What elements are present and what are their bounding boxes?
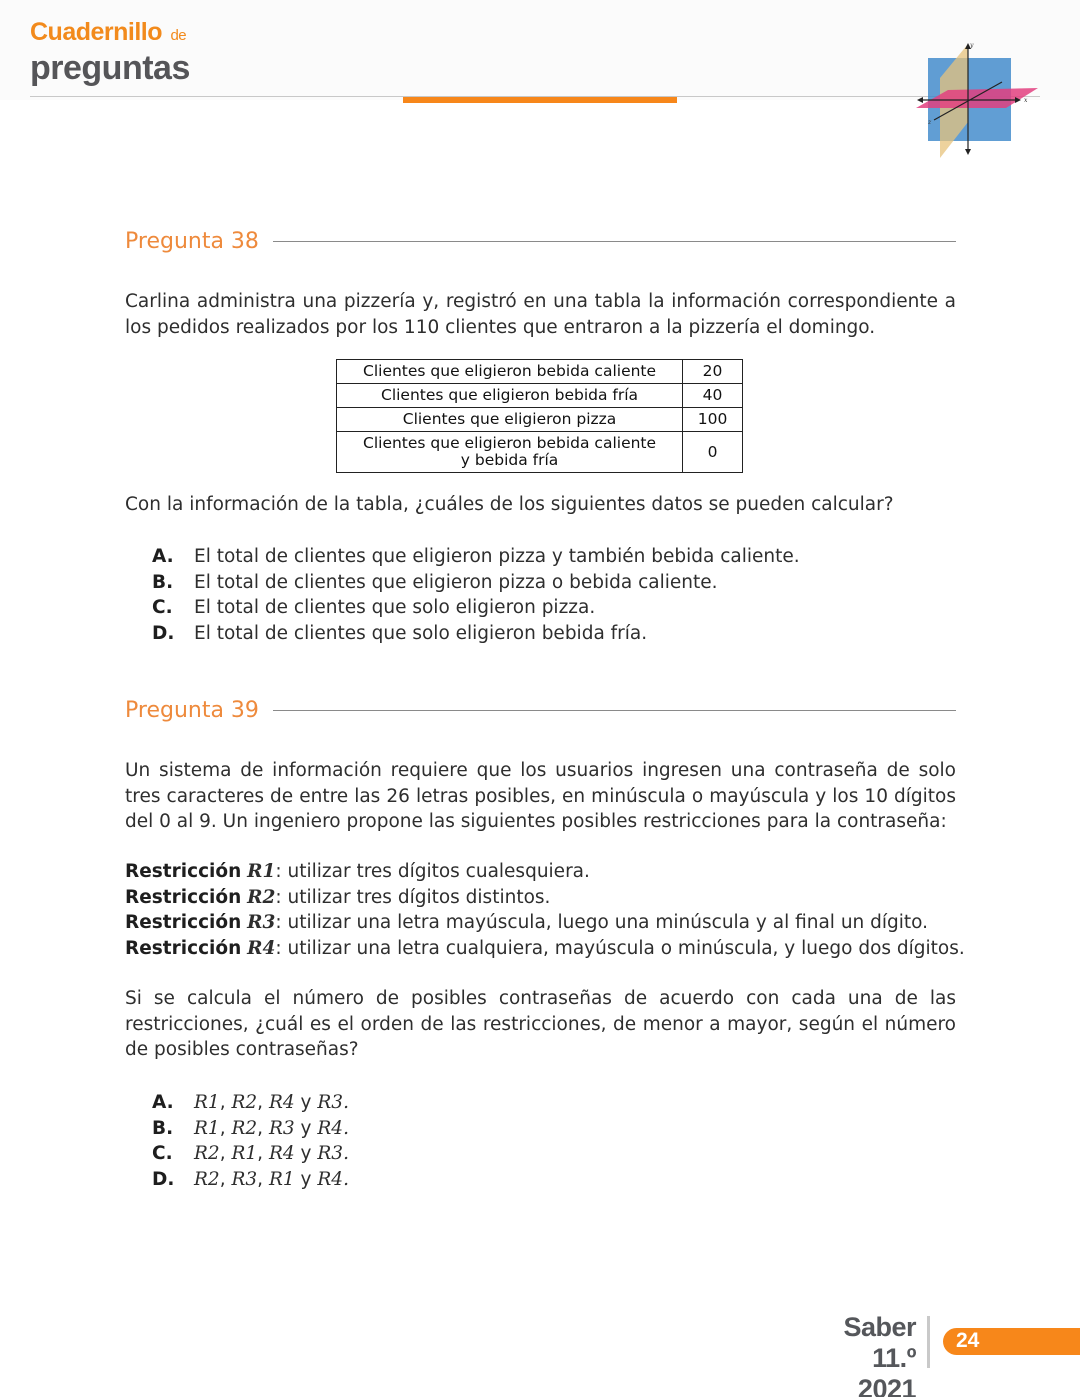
table-cell-label xyxy=(337,432,683,473)
heading-rule xyxy=(273,241,956,242)
exam-name: Saber 11.º xyxy=(843,1312,916,1373)
table-cell-value: 100 xyxy=(683,408,743,432)
answer-option-a[interactable] xyxy=(152,1090,349,1116)
restriction-label: Restricción xyxy=(125,912,242,933)
table-cell-value: 40 xyxy=(683,384,743,408)
answer-option-c[interactable] xyxy=(152,1141,349,1167)
option-letter: D. xyxy=(152,1168,175,1190)
table-cell-label: Clientes que eligieron bebida caliente xyxy=(337,360,683,384)
option-letter: A. xyxy=(152,546,174,567)
answer-option-c[interactable] xyxy=(152,595,800,621)
option-letter: B. xyxy=(152,1117,174,1139)
table-row xyxy=(337,432,743,473)
restriction-label: Restricción xyxy=(125,886,242,908)
restriction-item xyxy=(125,936,965,962)
option-text: R1, R2, R3 y R4. xyxy=(194,1117,349,1139)
orders-table xyxy=(336,359,743,473)
option-text: R1, R2, R4 y R3. xyxy=(194,1092,349,1113)
question-38-title: Pregunta 38 xyxy=(125,229,259,254)
restrictions-list xyxy=(125,859,965,961)
restriction-item xyxy=(125,910,965,936)
question-39-intro: Un sistema de información requiere que los usuarios ingresen una contraseña de solo tres caracteres de entre las 26 letras posibles, en minúscula o mayúscula y los 10 dígitos del 0 al 9. Un ingeniero propone las siguientes posibles restricciones para la contraseña: xyxy=(125,760,956,832)
answer-option-b[interactable] xyxy=(152,1116,349,1142)
restriction-text: : utilizar una letra mayúscula, luego una minúscula y al final un dígito. xyxy=(275,912,929,933)
table-cell-value: 20 xyxy=(683,360,743,384)
footer-exam-label xyxy=(800,1312,916,1397)
option-letter: D. xyxy=(152,622,175,644)
option-letter: C. xyxy=(152,1143,173,1164)
question-39-heading xyxy=(125,698,956,723)
brand-logo xyxy=(30,18,190,86)
table-row xyxy=(337,360,743,384)
heading-rule xyxy=(273,710,956,711)
question-38-options xyxy=(152,544,800,646)
question-38-intro: Carlina administra una pizzería y, registró en una tabla la información correspondiente a los pedidos realizados por los 110 clientes que entraron a la pizzería el domingo. xyxy=(125,291,956,338)
restriction-code: R3 xyxy=(247,912,276,933)
table-cell-label: Clientes que eligieron bebida fría xyxy=(337,384,683,408)
option-text: R2, R1, R4 y R3. xyxy=(194,1143,349,1164)
brand-word1: Cuadernillo xyxy=(30,18,163,46)
table-cell-label-line1: Clientes que eligieron bebida caliente xyxy=(363,434,657,452)
answer-option-d[interactable] xyxy=(152,621,800,647)
option-text: El total de clientes que solo eligieron pizza. xyxy=(194,597,596,618)
option-letter: C. xyxy=(152,597,173,618)
page-number: 24 xyxy=(956,1329,980,1352)
question-39-options xyxy=(152,1090,349,1192)
answer-option-d[interactable] xyxy=(152,1167,349,1193)
restriction-text: : utilizar tres dígitos cualesquiera. xyxy=(275,861,590,882)
brand-word2: preguntas xyxy=(30,49,190,87)
option-letter: A. xyxy=(152,1092,174,1113)
question-38-heading xyxy=(125,229,956,254)
question-38-prompt: Con la información de la tabla, ¿cuáles de los siguientes datos se pueden calcular? xyxy=(125,494,894,515)
option-text: El total de clientes que eligieron pizza o bebida caliente. xyxy=(194,571,718,593)
question-39-prompt: Si se calcula el número de posibles contraseñas de acuerdo con cada una de las restricciones, ¿cuál es el orden de las restricciones, de menor a mayor, según el número de posibles contraseñas? xyxy=(125,988,956,1060)
restriction-label: Restricción xyxy=(125,861,242,882)
header-accent-bar xyxy=(403,97,677,103)
restriction-item xyxy=(125,859,965,885)
restriction-code: R4 xyxy=(247,937,276,959)
restriction-label: Restricción xyxy=(125,937,242,959)
option-text: El total de clientes que solo eligieron bebida fría. xyxy=(194,622,648,644)
table-row xyxy=(337,384,743,408)
svg-text:z: z xyxy=(928,119,932,126)
answer-option-a[interactable] xyxy=(152,544,800,570)
option-text: El total de clientes que eligieron pizza y también bebida caliente. xyxy=(194,546,800,567)
3d-coordinate-planes-icon xyxy=(898,40,1040,162)
restriction-code: R1 xyxy=(247,861,276,882)
brand-de: de xyxy=(170,27,187,44)
table-cell-value: 0 xyxy=(683,432,743,473)
page-header xyxy=(0,0,1080,165)
table-cell-label: Clientes que eligieron pizza xyxy=(337,408,683,432)
answer-option-b[interactable] xyxy=(152,570,800,596)
question-39-title: Pregunta 39 xyxy=(125,698,259,723)
restriction-code: R2 xyxy=(247,886,276,908)
table-row xyxy=(337,408,743,432)
exam-year: 2021 xyxy=(857,1374,916,1397)
svg-text:x: x xyxy=(1024,97,1028,104)
table-cell-label-line2: y bebida fría xyxy=(460,451,559,469)
option-letter: B. xyxy=(152,571,174,593)
svg-text:y: y xyxy=(970,42,974,49)
restriction-item xyxy=(125,885,965,911)
restriction-text: : utilizar tres dígitos distintos. xyxy=(275,886,551,908)
footer-divider xyxy=(927,1316,930,1368)
restriction-text: : utilizar una letra cualquiera, mayúscula o minúscula, y luego dos dígitos. xyxy=(275,937,965,959)
option-text: R2, R3, R1 y R4. xyxy=(194,1168,349,1190)
